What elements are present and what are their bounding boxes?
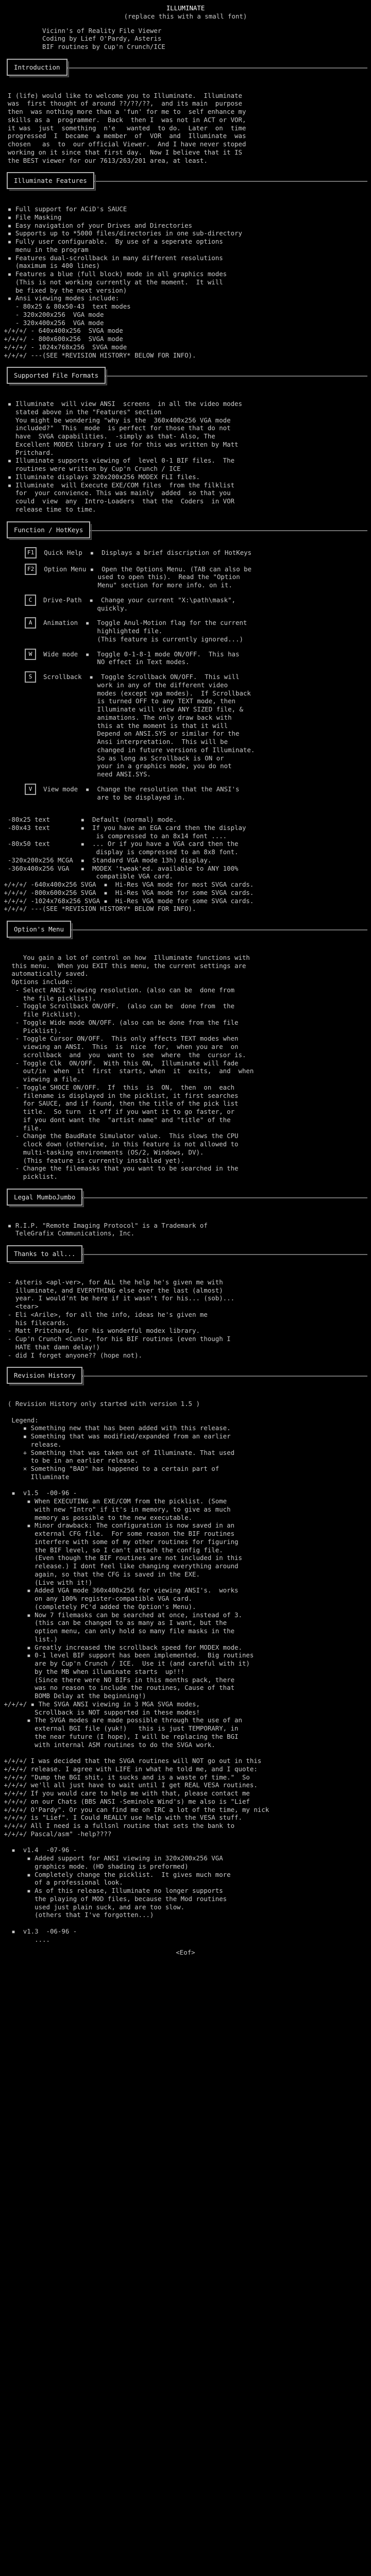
- text-line: Illuminate: [0, 1472, 70, 1481]
- footer: [0, 1948, 371, 1957]
- text-line: out/in when it first starts, when it exits, and when: [0, 1067, 254, 1075]
- text-line: illuminate, and EVERYTHING else over the last (almost): [0, 1286, 223, 1294]
- hotkey-row: [25, 617, 371, 643]
- section-header: [7, 367, 367, 385]
- text-line: ▪ v1.3 -06-96 -: [0, 1927, 77, 1935]
- text-line: to be in an earlier release.: [0, 1456, 139, 1465]
- text-line: I (life) would like to welcome you to Illuminate. Illuminate: [0, 91, 242, 99]
- section-body: [0, 392, 371, 513]
- text-line: ▪ Illuminate displays 320x200x256 MODEX FLI files.: [0, 472, 200, 481]
- section-option-s-menu: [0, 921, 371, 1181]
- section-title: Option's Menu: [7, 921, 71, 938]
- text-line: title. So turn it off if you want it to go faster, or: [0, 1108, 235, 1115]
- text-line: - Toggle Scrollback ON/OFF. (also can be done from the: [0, 1002, 235, 1010]
- text-line: +/+/+/ - 640x400x256 SVGA mode: [0, 327, 123, 335]
- text-line: by the MB when illuminate starts up!!!: [0, 1667, 185, 1675]
- section-body: [0, 83, 371, 165]
- text-line: was first thought of around ??/??/??, and its main purpose: [0, 99, 242, 108]
- text-line: - Eli <Arile>, for all the info, ideas he's given me: [0, 1310, 208, 1318]
- text-line: year. I would'nt be here if it wasn't for his... (sob)...: [0, 1294, 235, 1302]
- text-line: +/+/+/ is "Lief". I Could REALLY use help with the VESA stuff.: [0, 1814, 242, 1822]
- text-line: +/+/+/ - 1024x768x256 SVGA mode: [0, 343, 127, 351]
- text-line: - Toggle Clk ON/OFF. With this ON, Illuminate will fade: [0, 1059, 239, 1067]
- text-line: ▪ Something new that has been added with this release.: [0, 1424, 231, 1432]
- hotkey-keycap: S: [25, 671, 36, 683]
- text-line: with internal ASM routines to do the SVGA work.: [0, 1740, 215, 1749]
- text-line: ▪ Features a blue (full block) mode in all graphics modes: [0, 270, 227, 278]
- text-line: [0, 83, 371, 92]
- hotkey-keycap: A: [25, 617, 36, 629]
- text-line: +/+/+/ we'll all just have to wait until I get REAL VESA routines.: [0, 1781, 258, 1789]
- text-line: compatible VGA card.: [0, 872, 173, 880]
- text-line: have SVGA capabilities. -simply as that- Also, The: [0, 432, 215, 440]
- text-line: +/+/+/ ---(SEE *REVISION HISTORY* BELOW FOR INFO).: [0, 905, 196, 913]
- text-line: if you dont want the "artist name" and "title" of the: [0, 1115, 231, 1124]
- text-line: +/+/+/ on our Chats (BBS ANSI -Seminole Wind's) me also is "Lief: [0, 1797, 250, 1805]
- text-line: - Asteris <apl-ver>, for ALL the help he's given me with: [0, 1278, 223, 1286]
- hotkey-row: [25, 784, 371, 802]
- text-line: (Live with it!): [0, 1578, 93, 1586]
- sections-container: [0, 59, 371, 1944]
- section-supported-file-formats: [0, 367, 371, 513]
- section-header: [7, 921, 367, 939]
- text-line: ▪ Full support for ACiD's SAUCE: [0, 205, 127, 213]
- text-line: [0, 807, 371, 816]
- text-line: option menu, can only hold so many file masks in the: [0, 1627, 235, 1635]
- text-line: ▪ Something that was modified/expanded from an earlier: [0, 1432, 231, 1440]
- text-line: -360x400x256 VGA ▪ MODEX 'tweak'ed. available to ANY 100%: [0, 864, 239, 872]
- eof-marker: <Eof>: [176, 1948, 195, 1957]
- text-line: ▪ As of this release, Illuminate no longer supports: [0, 1887, 223, 1894]
- text-line: is compressed to an 8x14 font ....: [0, 832, 227, 840]
- intro-line: BIF routines by Cup'n Crunch/ICE: [0, 43, 165, 50]
- text-line: +/+/+/ Pascal/asm" -help????: [0, 1829, 112, 1838]
- text-line: [0, 1270, 371, 1278]
- text-line: the playing of MOD files, because the Mod routines: [0, 1894, 227, 1903]
- text-line: the BEST viewer for our 7613/263/201 area, at least.: [0, 156, 208, 164]
- text-line: picklist.: [0, 1173, 58, 1180]
- text-line: memory as possible to the new executable.: [0, 1513, 192, 1521]
- section-body: [0, 1213, 371, 1238]
- text-line: for your convience. This was mainly added so that you: [0, 489, 231, 497]
- text-line: - Toggle SHOCE ON/OFF. If this is ON, then on each: [0, 1083, 235, 1091]
- text-line: then was nothing more than a 'fun' for me to self enhance my: [0, 108, 246, 115]
- text-line: + Something that was taken out of Illuminate. That used: [0, 1448, 235, 1456]
- text-line: file Picklist).: [0, 1010, 81, 1018]
- text-line: ▪ Illuminate will view ANSI screens in all the video modes: [0, 400, 242, 408]
- text-line: +/+/+/ If you would care to help me with that, please contact me: [0, 1789, 250, 1797]
- text-line: [0, 1408, 371, 1416]
- title-block: [0, 4, 371, 21]
- hotkey-row: [25, 671, 371, 778]
- text-line: ▪ v1.5 -00-96 -: [0, 1489, 77, 1497]
- text-line: +/+/+/ "Dump the BGI shit, it sucks and is a waste of time." So: [0, 1773, 250, 1781]
- text-line: the near future (I hope), I will be replacing the BGI: [0, 1732, 239, 1740]
- text-line: (completely PC'd added the Option's Menu).: [0, 1602, 196, 1611]
- text-line: chosen as to our official Viewer. And I have never stoped: [0, 140, 246, 148]
- hotkey-description: Quick Help ▪ Displays a brief discription of HotKeys: [44, 548, 252, 556]
- hotkey-keycap: C: [25, 595, 36, 606]
- section-introduction: [0, 59, 371, 165]
- text-line: multi-tasking environments (OS/2, Windows, DV).: [0, 1148, 204, 1156]
- text-line: ....: [0, 1935, 50, 1943]
- section-illuminate-features: [0, 172, 371, 359]
- text-line: Excellent MODEX library I use for this was written by Matt: [0, 440, 239, 448]
- text-line: - 320x200x256 VGA mode: [0, 310, 104, 318]
- text-line: +/+/+/ ▪ The SVGA ANSI viewing in 3 MGA SVGA modes,: [0, 1700, 200, 1708]
- text-line: (Since there were NO BIFs in this months pack, there: [0, 1675, 235, 1684]
- section-title: Function / HotKeys: [7, 521, 90, 538]
- text-line: ▪ Added VGA mode 360x400x256 for viewing ANSI's. works: [0, 1586, 239, 1595]
- hotkey-description: Scrollback ▪ Toggle Scrollback ON/OFF. This will work in any of the different video modes (except vga modes). If Scrollback is turned OFF to any TEXT mode, then Illuminate will view ANY SIZED file, & animations. The only draw back with this at the moment is that it will Depend on ANSI.SYS or similar for the Ansi interpretation. This will be changed in future versions of Illuminate. So as long as Scrollback is ON or your in a graphics mode, you do not need ANSI.SYS.: [43, 673, 255, 778]
- text-line: +/+/+/ - 800x600x256 SVGA mode: [0, 335, 123, 343]
- text-line: file.: [0, 1124, 43, 1132]
- text-line: it was just something n'e wanted to do. Later on time: [0, 124, 246, 132]
- text-line: the file picklist).: [0, 994, 96, 1002]
- text-line: ▪ Supports up to *5000 files/directories in one sub-directory: [0, 229, 242, 238]
- text-line: scrollback and you want to see where the cursor is.: [0, 1050, 246, 1059]
- text-line: ▪ The SVGA modes are made possible through the use of an: [0, 1716, 242, 1724]
- hotkey-description: Wide mode ▪ Toggle 0-1-8-1 mode ON/OFF. This has NO effect in Text modes.: [43, 650, 240, 666]
- text-line: external BGI file (yuk!) this is just TEMPORARY, in: [0, 1724, 239, 1732]
- text-line: release.: [0, 1440, 62, 1448]
- text-line: - did I forget anyone?? (hope not).: [0, 1351, 143, 1359]
- section-body: [0, 197, 371, 359]
- text-line: - Select ANSI viewing resolution. (also can be done from: [0, 986, 235, 994]
- text-line: used just plain suck, and are too slow.: [0, 1903, 185, 1911]
- text-line: (This feature is currently installed yet).: [0, 1156, 185, 1164]
- text-line: +/+/+/ -640x400x256 SVGA ▪ Hi-Res VGA mode for most SVGA cards.: [0, 880, 254, 888]
- hotkey-list: [25, 547, 371, 802]
- section-header: [7, 1367, 367, 1385]
- text-line: (Even though the BIF routines are not included in this: [0, 1554, 242, 1562]
- hotkey-description: Option Menu ▪ Open the Options Menu. (TAB can also be used to open this). Read the "Option Menu" section for more info. on it.: [44, 565, 252, 589]
- hotkey-keycap: F2: [25, 564, 37, 575]
- text-line: - Change the filemasks that you want to be searched in the: [0, 1164, 239, 1173]
- section-header: [7, 521, 367, 540]
- hotkey-keycap: V: [25, 784, 36, 795]
- text-line: +/+/+/ -1024x768x256 SVGA ▪ Hi-Res VGA mode for some SVGA cards.: [0, 896, 254, 905]
- section-header: [7, 172, 367, 191]
- text-line: display is compressed to an 8x8 font.: [0, 848, 239, 856]
- text-line: Legend:: [0, 1416, 39, 1424]
- text-line: +/+/+/ -800x600x256 SVGA ▪ Hi-Res VGA mode for some SVGA cards.: [0, 888, 254, 896]
- page-title: ILLUMINATE: [166, 4, 205, 12]
- text-line: with new "Intro" if it's in memory, to give as much: [0, 1505, 231, 1513]
- section-title: Illuminate Features: [7, 172, 94, 189]
- text-line: ▪ Now 7 filemasks can be searched at once, instead of 3.: [0, 1611, 242, 1619]
- text-line: (This is not working currently at the moment. It will: [0, 278, 223, 286]
- section-header: [7, 59, 367, 77]
- text-line: You might be wondering "why is the 360x400x256 VGA mode: [0, 416, 231, 424]
- text-line: progressed I became a member of VOR and Illuminate was: [0, 132, 246, 140]
- hotkey-keycap: W: [25, 649, 36, 660]
- text-line: ▪ Ansi viewing modes include:: [0, 294, 120, 302]
- text-line: [0, 197, 371, 205]
- text-line: ▪ Features dual-scrollback in many different resolutions: [0, 253, 223, 262]
- text-line: -80x25 text ▪ Default (normal) mode.: [0, 816, 177, 823]
- section-thanks-to-all: [0, 1245, 371, 1359]
- text-line: menu in the program: [0, 245, 89, 253]
- text-line: HATE that damn delay!): [0, 1343, 100, 1351]
- text-line: Pritchard.: [0, 448, 54, 456]
- text-line: for SAUCE, and if found, then the title of the pick list: [0, 1099, 239, 1108]
- text-line: routines were written by Cup'n Crunch / ICE: [0, 465, 181, 472]
- section-title: Introduction: [7, 59, 68, 76]
- section-title: Legal MumboJumbo: [7, 1189, 82, 1206]
- text-line: ▪ Added support for ANSI viewing in 320x200x256 VGA: [0, 1854, 223, 1862]
- hotkey-row: [25, 595, 371, 613]
- text-line: stated above in the "Features" section: [0, 408, 162, 416]
- section-body: [0, 1270, 371, 1359]
- text-line: ▪ 0-1 level BIF support has been implemented. Big routines: [0, 1651, 254, 1659]
- intro-line: Vicinn's of Reality File Viewer: [0, 26, 162, 35]
- intro-credits: [0, 27, 371, 51]
- section-legal-mumbojumbo: [0, 1189, 371, 1238]
- text-line: -320x200x256 MCGA ▪ Standard VGA mode 13h) display.: [0, 856, 212, 864]
- text-line: × Something "BAD" has happened to a certain part of: [0, 1465, 220, 1472]
- text-line: -80x43 text ▪ If you have an EGA card then the display: [0, 823, 246, 832]
- section-header: [7, 1245, 367, 1264]
- text-line: ▪ v1.4 -07-96 -: [0, 1846, 77, 1854]
- text-line: filename is displayed in the picklist, it first searches: [0, 1091, 239, 1099]
- text-line: skills as a programmer. Back then I was not in ACT or VOR,: [0, 115, 246, 124]
- text-line: [0, 1213, 371, 1222]
- section-body: [0, 1392, 371, 1943]
- text-line: Scrollback is NOT supported in these modes!: [0, 1708, 200, 1716]
- hotkey-row: [25, 649, 371, 667]
- text-line: ▪ Minor drawback: The configuration is now saved in an: [0, 1521, 235, 1530]
- text-line: +/+/+/ ---(SEE *REVISION HISTORY* BELOW FOR INFO).: [0, 351, 196, 359]
- text-line: ▪ Completely change the picklist. It gives much more: [0, 1870, 231, 1878]
- text-line: (this can be changed to as many as I want, but the: [0, 1619, 227, 1627]
- text-line: ▪ Fully user configurable. By use of a seperate options: [0, 238, 223, 245]
- text-line: could view any Intro-Loaders that the Coders in VOR: [0, 497, 235, 505]
- text-line: interfere with some of my other routines for figuring: [0, 1537, 239, 1546]
- hotkey-description: Animation ▪ Toggle Anul-Motion flag for the current highlighted file. (This feature is currently ignored...): [43, 619, 247, 643]
- text-line: on any 100% register-compatible VGA card.: [0, 1595, 192, 1602]
- section-function-hotkeys: [0, 521, 371, 913]
- text-line: are by Cup'n Crunch / ICE. Use it (and careful with it): [0, 1659, 250, 1667]
- hotkey-description: Drive-Path ▪ Change your current "X:\path\mask", quickly.: [43, 596, 235, 612]
- text-line: +/+/+/ O'Pardy". Or you can find me on IRC a lot of the time, my nick: [0, 1805, 269, 1814]
- text-line: +/+/+/ I was decided that the SVGA routines will NOT go out in this: [0, 1757, 262, 1765]
- text-line: [0, 1392, 371, 1400]
- text-line: ▪ Greatly increased the scrollback speed for MODEX mode.: [0, 1643, 242, 1651]
- text-line: ▪ When EXECUTING an EXE/COM from the picklist. (Some: [0, 1497, 227, 1505]
- section-body: [0, 807, 371, 913]
- hotkey-row: [25, 547, 371, 558]
- text-line: of a professional look.: [0, 1878, 123, 1887]
- text-line: again, so that the CFG is saved in the EXE.: [0, 1570, 200, 1578]
- hotkey-row: [25, 564, 371, 589]
- text-line: TeleGrafix Communications, Inc.: [0, 1229, 135, 1238]
- text-line: release.) I dont feel like changing everything around: [0, 1562, 239, 1570]
- text-line: ▪ File Masking: [0, 213, 62, 221]
- text-line: [0, 1749, 371, 1757]
- text-line: You gain a lot of control on how Illuminate functions with: [0, 953, 250, 961]
- text-line: be fixed by the next version): [0, 286, 127, 294]
- text-line: external CFG file. For some reason the BIF routines: [0, 1530, 235, 1537]
- text-line: <tear>: [0, 1302, 39, 1310]
- text-line: release time to time.: [0, 505, 96, 513]
- text-line: ▪ Illuminate supports viewing of level 0-1 BIF files. The: [0, 456, 235, 465]
- text-line: automatically saved.: [0, 970, 89, 978]
- text-line: Picklist).: [0, 1026, 62, 1035]
- text-line: - Matt Pritchard, for his wonderful modex library.: [0, 1327, 200, 1335]
- text-line: working on it since that first day. Now I believe that it IS: [0, 148, 242, 156]
- text-line: [0, 945, 371, 954]
- text-line: - Toggle Cursor ON/OFF. This only affects TEXT modes when: [0, 1035, 239, 1043]
- hotkey-keycap: F1: [25, 547, 37, 558]
- text-line: list.): [0, 1635, 58, 1643]
- text-line: -80x50 text ▪ ... Or if you have a VGA card then the: [0, 840, 239, 848]
- text-line: - 80x25 & 80x50-43 text modes: [0, 302, 131, 310]
- text-line: +/+/+/ All I need is a fullsnl routine that sets the bank to: [0, 1822, 235, 1829]
- text-line: (others that I've forgotten...): [0, 1911, 154, 1919]
- section-body: [0, 945, 371, 1181]
- text-line: graphics mode. (HD shading is preformed): [0, 1862, 189, 1870]
- hotkey-description: View mode ▪ Change the resolution that the ANSI's are to be displayed in.: [43, 785, 240, 801]
- text-line: clock down (otherwise, in this feature is not allowed to: [0, 1140, 239, 1148]
- text-line: [0, 392, 371, 400]
- text-line: - 320x400x256 VGA mode: [0, 318, 104, 327]
- section-title: Revision History: [7, 1367, 82, 1384]
- text-line: [0, 1919, 371, 1927]
- intro-line: Coding by Lief O'Pardy, Asteris: [0, 35, 162, 43]
- text-line: Options include:: [0, 978, 73, 986]
- section-title: Thanks to all...: [7, 1245, 82, 1262]
- text-line: ( Revision History only started with version 1.5 ): [0, 1400, 200, 1408]
- text-line: viewing a file.: [0, 1075, 81, 1083]
- text-line: ▪ Easy navigation of your Drives and Directories: [0, 221, 192, 229]
- text-line: was no reason to include the routines, Cause of that: [0, 1684, 235, 1692]
- page-subtitle: (replace this with a small font): [124, 12, 247, 20]
- text-line: his filecards.: [0, 1318, 70, 1327]
- text-line: - Cup'n Crunch <Cuni>, for his BIF routines (even though I: [0, 1335, 231, 1343]
- text-line: - Toggle Wide mode ON/OFF. (also can be done from the file: [0, 1018, 239, 1026]
- text-line: included?" This mode is perfect for those that do not: [0, 424, 231, 432]
- text-line: BOMB Delay at the beginning!): [0, 1692, 146, 1700]
- section-revision-history: [0, 1367, 371, 1943]
- text-line: ▪ Illuminate will Execute EXE/COM files from the filklist: [0, 481, 235, 489]
- text-line: [0, 1481, 371, 1489]
- text-line: ▪ R.I.P. "Remote Imaging Protocol" is a Trademark of: [0, 1221, 208, 1229]
- text-line: the BIF level, so I can't attach the config file.: [0, 1546, 223, 1554]
- text-line: +/+/+/ release. I agree with LIFE in what he told me, and I quote:: [0, 1765, 258, 1773]
- text-line: this menu. When you EXIT this menu, the current settings are: [0, 961, 246, 970]
- section-header: [7, 1189, 367, 1207]
- text-line: - Change the BaudRate Simulator value. This slows the CPU: [0, 1132, 239, 1140]
- text-line: viewing an ANSI. This is nice for, when you are on: [0, 1043, 239, 1050]
- text-line: [0, 1838, 371, 1846]
- section-title: Supported File Formats: [7, 367, 106, 384]
- text-line: (maximum is 400 lines): [0, 262, 100, 270]
